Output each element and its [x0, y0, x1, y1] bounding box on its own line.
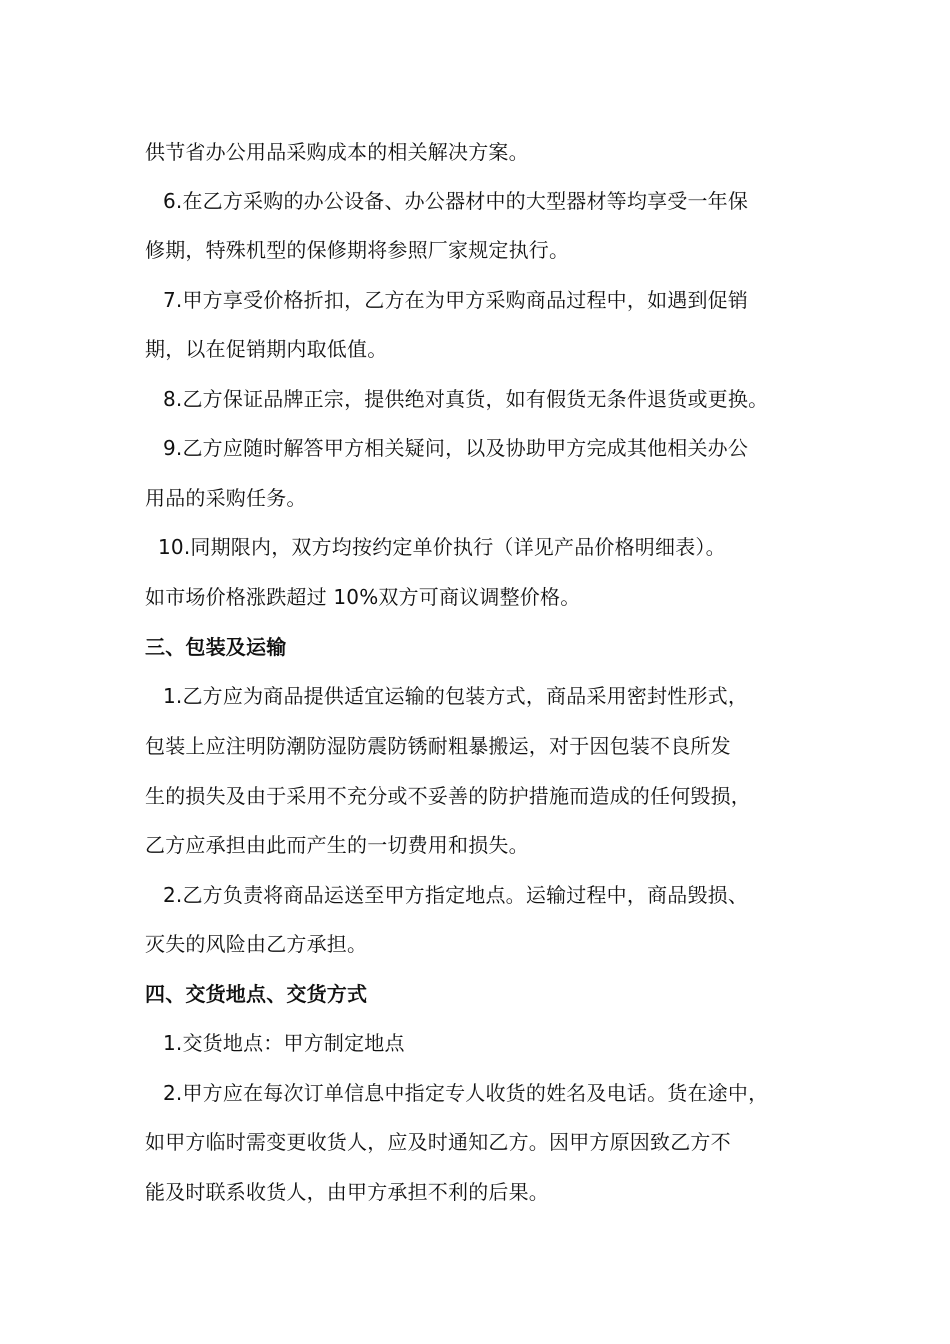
packaging-item-1-line-2: 包装上应注明防潮防湿防震防锈耐粗暴搬运，对于因包装不良所发: [145, 734, 731, 758]
paragraph-line: 供节省办公用品采购成本的相关解决方案。: [145, 140, 529, 164]
section-heading-packaging: 三、包装及运输: [145, 635, 287, 659]
list-item-9-line-2: 用品的采购任务。: [145, 486, 307, 510]
packaging-item-1-line-4: 乙方应承担由此而产生的一切费用和损失。: [145, 833, 529, 857]
packaging-item-1-line-3: 生的损失及由于采用不充分或不妥善的防护措施而造成的任何毁损，: [145, 784, 751, 808]
packaging-item-2-line-1: 2.乙方负责将商品运送至甲方指定地点。运输过程中，商品毁损、: [163, 883, 749, 907]
list-item-9-line-1: 9.乙方应随时解答甲方相关疑问，以及协助甲方完成其他相关办公: [163, 436, 749, 460]
list-item-10-line-1: 10.同期限内，双方均按约定单价执行（详见产品价格明细表）。: [158, 535, 726, 559]
list-item-7-line-2: 期，以在促销期内取低值。: [145, 337, 388, 361]
list-item-10-line-2: 如市场价格涨跌超过 10%双方可商议调整价格。: [145, 585, 581, 609]
list-item-6-line-2: 修期，特殊机型的保修期将参照厂家规定执行。: [145, 238, 570, 262]
delivery-item-2-line-2: 如甲方临时需变更收货人，应及时通知乙方。因甲方原因致乙方不: [145, 1130, 731, 1154]
list-item-8: 8.乙方保证品牌正宗，提供绝对真货，如有假货无条件退货或更换。: [163, 387, 769, 411]
delivery-item-1: 1.交货地点：甲方制定地点: [163, 1031, 405, 1055]
delivery-item-2-line-1: 2.甲方应在每次订单信息中指定专人收货的姓名及电话。货在途中，: [163, 1081, 769, 1105]
packaging-item-1-line-1: 1.乙方应为商品提供适宜运输的包装方式，商品采用密封性形式，: [163, 684, 749, 708]
packaging-item-2-line-2: 灭失的风险由乙方承担。: [145, 932, 368, 956]
list-item-6-line-1: 6.在乙方采购的办公设备、办公器材中的大型器材等均享受一年保: [163, 189, 749, 213]
list-item-7-line-1: 7.甲方享受价格折扣，乙方在为甲方采购商品过程中，如遇到促销: [163, 288, 749, 312]
section-heading-delivery: 四、交货地点、交货方式: [145, 982, 368, 1006]
delivery-item-2-line-3: 能及时联系收货人，由甲方承担不利的后果。: [145, 1180, 549, 1204]
